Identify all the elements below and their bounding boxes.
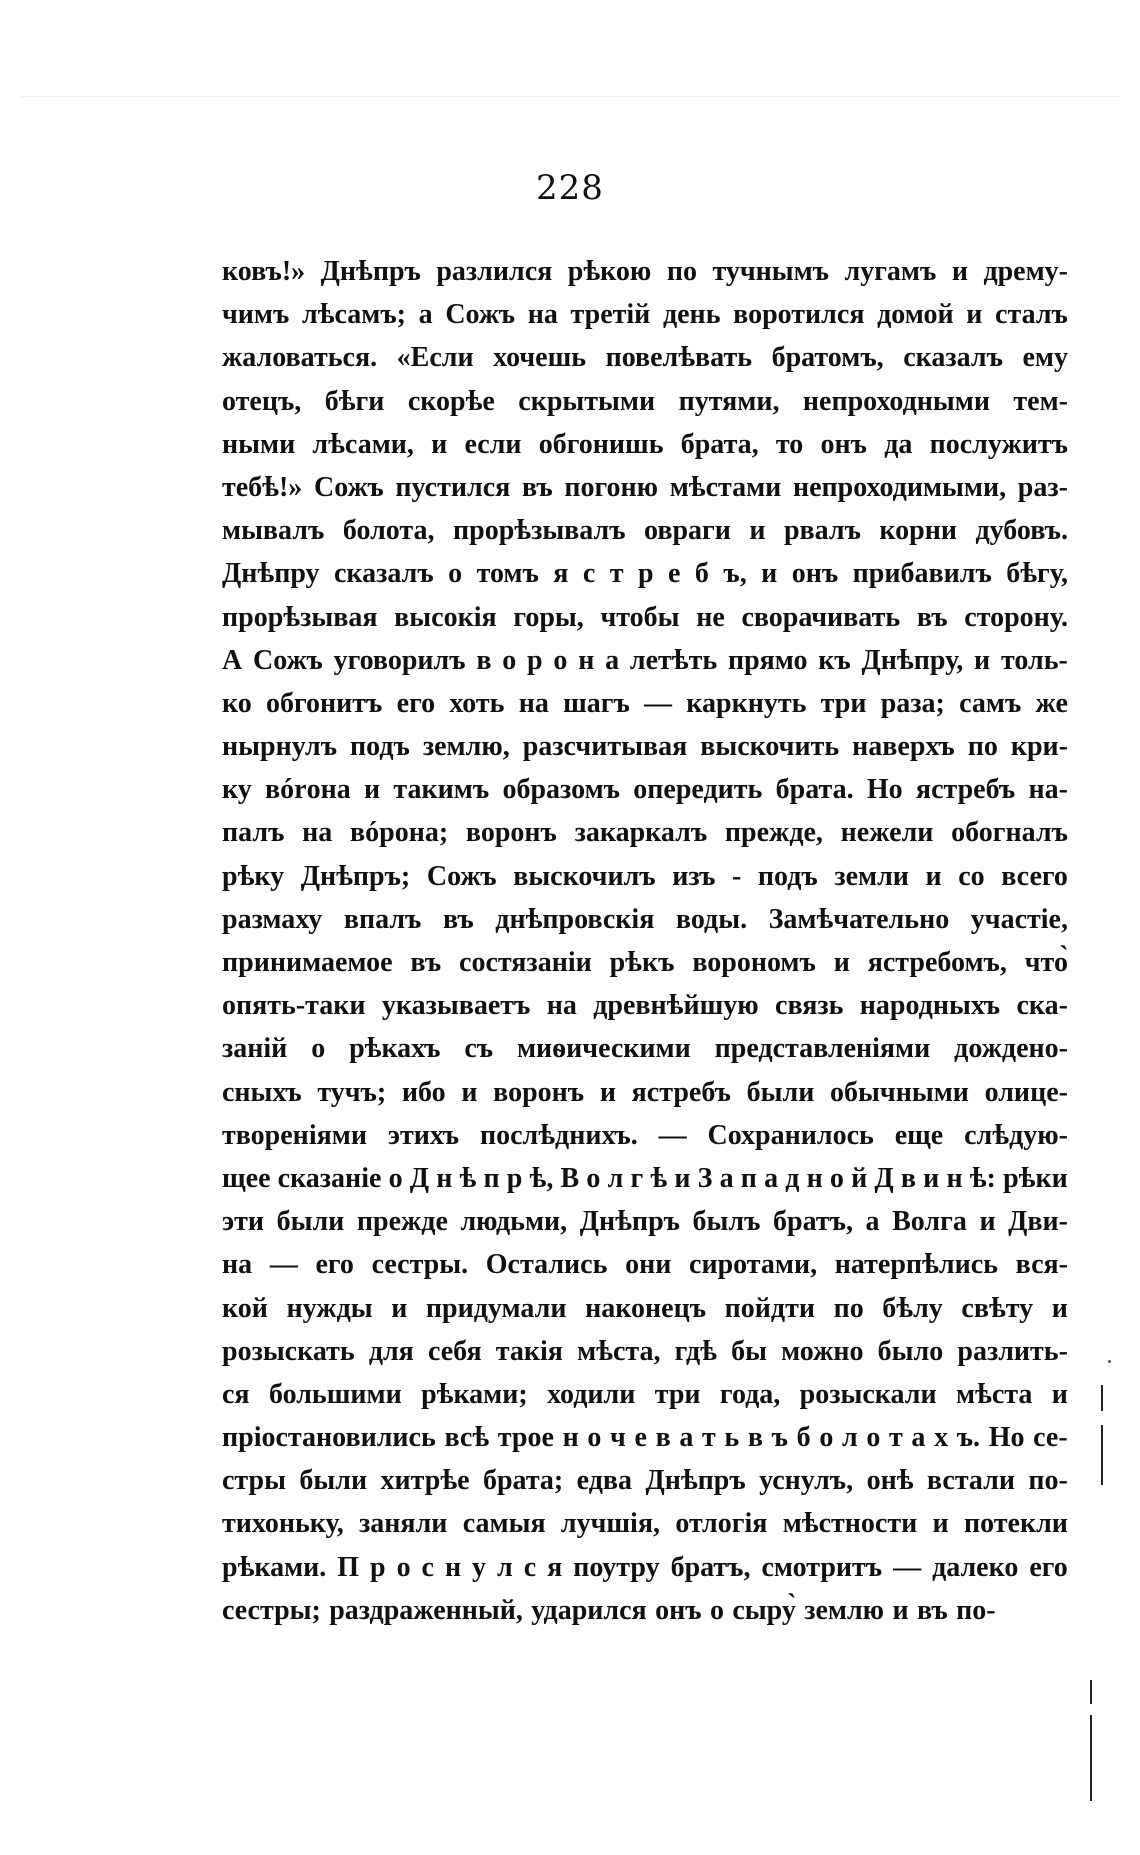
- text-line: мывалъ болота, прорѣзывалъ овраги и рвалъ корни дубовъ.: [222, 515, 1068, 547]
- margin-mark: [1101, 1385, 1103, 1411]
- text-line: ковъ!» Днѣпръ разлился рѣкою по тучнымъ лугамъ и дрему-: [222, 256, 1068, 287]
- text-line: твореніями этихъ послѣднихъ. — Сохранилось еще слѣдую-: [222, 1119, 1068, 1151]
- margin-dot: [1108, 1360, 1111, 1363]
- text-line: чимъ лѣсамъ; а Сожъ на третій день воротился домой и сталъ: [222, 299, 1068, 331]
- page-number: 228: [536, 168, 604, 208]
- text-line: сестры; раздраженный, ударился онъ о сыру̀ землю и въ по-: [222, 1594, 996, 1626]
- margin-mark: [1101, 1425, 1103, 1485]
- text-line: принимаемое въ состязаніи рѣкъ ворономъ и ястребомъ, что̀: [222, 947, 1068, 978]
- text-line: тебѣ!» Сожъ пустился въ погоню мѣстами непроходимыми, раз-: [222, 471, 1068, 503]
- text-line: А Сожъ уговорилъ в о р о н а летѣть прямо къ Днѣпру, и толь-: [222, 644, 1068, 676]
- text-line: тихоньку, заняли самыя лучшія, отлогія мѣстности и потекли: [222, 1508, 1068, 1540]
- text-line: размаху впалъ въ днѣпровскія воды. Замѣчательно участіе,: [222, 903, 1068, 935]
- text-line: ку вórона и такимъ образомъ опередить брата. Но ястребъ на-: [222, 774, 1068, 806]
- text-line: Днѣпру сказалъ о томъ я с т р е б ъ, и онъ прибавилъ бѣгу,: [222, 558, 1068, 590]
- text-line: эти были прежде людьми, Днѣпръ былъ братъ, а Волга и Дви-: [222, 1206, 1068, 1238]
- body-text: [222, 250, 1068, 1632]
- text-line: на — его сестры. Остались они сиротами, натерпѣлись вся-: [222, 1249, 1068, 1281]
- text-line: опять-таки указываетъ на древнѣйшую связь народныхъ ска-: [222, 990, 1068, 1022]
- text-line: ся большими рѣками; ходили три года, розыскали мѣста и: [222, 1378, 1068, 1410]
- text-line: заній о рѣкахъ съ миѳическими представленіями дождено-: [222, 1033, 1068, 1065]
- text-line: рѣками. П р о с н у л с я поутру братъ, смотритъ — далеко его: [222, 1551, 1068, 1583]
- text-line: палъ на вóрона; воронъ закаркалъ прежде, нежели обогналъ: [222, 817, 1068, 849]
- margin-mark: [1090, 1680, 1092, 1704]
- margin-mark: [1090, 1715, 1092, 1801]
- text-line: стры были хитрѣе брата; едва Днѣпръ уснулъ, онѣ встали по-: [222, 1465, 1068, 1497]
- text-line: кой нужды и придумали наконецъ пойдти по бѣлу свѣту и: [222, 1292, 1068, 1324]
- text-line: ными лѣсами, и если обгонишь брата, то онъ да послужитъ: [222, 428, 1068, 460]
- text-line: сныхъ тучъ; ибо и воронъ и ястребъ были обычными олице-: [222, 1076, 1068, 1108]
- scan-edge-line: [20, 96, 1120, 97]
- text-line: прорѣзывая высокія горы, чтобы не сворачивать въ сторону.: [222, 601, 1068, 633]
- text-line: пріостановились всѣ трое н о ч е в а т ь в ъ б о л о т а х ъ. Но се-: [222, 1422, 1068, 1454]
- text-line: ко обгонитъ его хоть на шагъ — каркнуть три раза; самъ же: [222, 687, 1068, 719]
- text-line: отецъ, бѣги скорѣе скрытыми путями, непроходными тем-: [222, 385, 1068, 417]
- text-line: жаловаться. «Если хочешь повелѣвать братомъ, сказалъ ему: [222, 342, 1068, 374]
- text-line: рѣку Днѣпръ; Сожъ выскочилъ изъ - подъ земли и со всего: [222, 860, 1068, 892]
- text-line: щее сказаніе о Д н ѣ п р ѣ, В о л г ѣ и З а п а д н о й Д в и н ѣ: рѣки: [222, 1162, 1068, 1194]
- text-line: нырнулъ подъ землю, разсчитывая выскочить наверхъ по кри-: [222, 731, 1068, 763]
- text-line: розыскать для себя такія мѣста, гдѣ бы можно было разлить-: [222, 1335, 1068, 1367]
